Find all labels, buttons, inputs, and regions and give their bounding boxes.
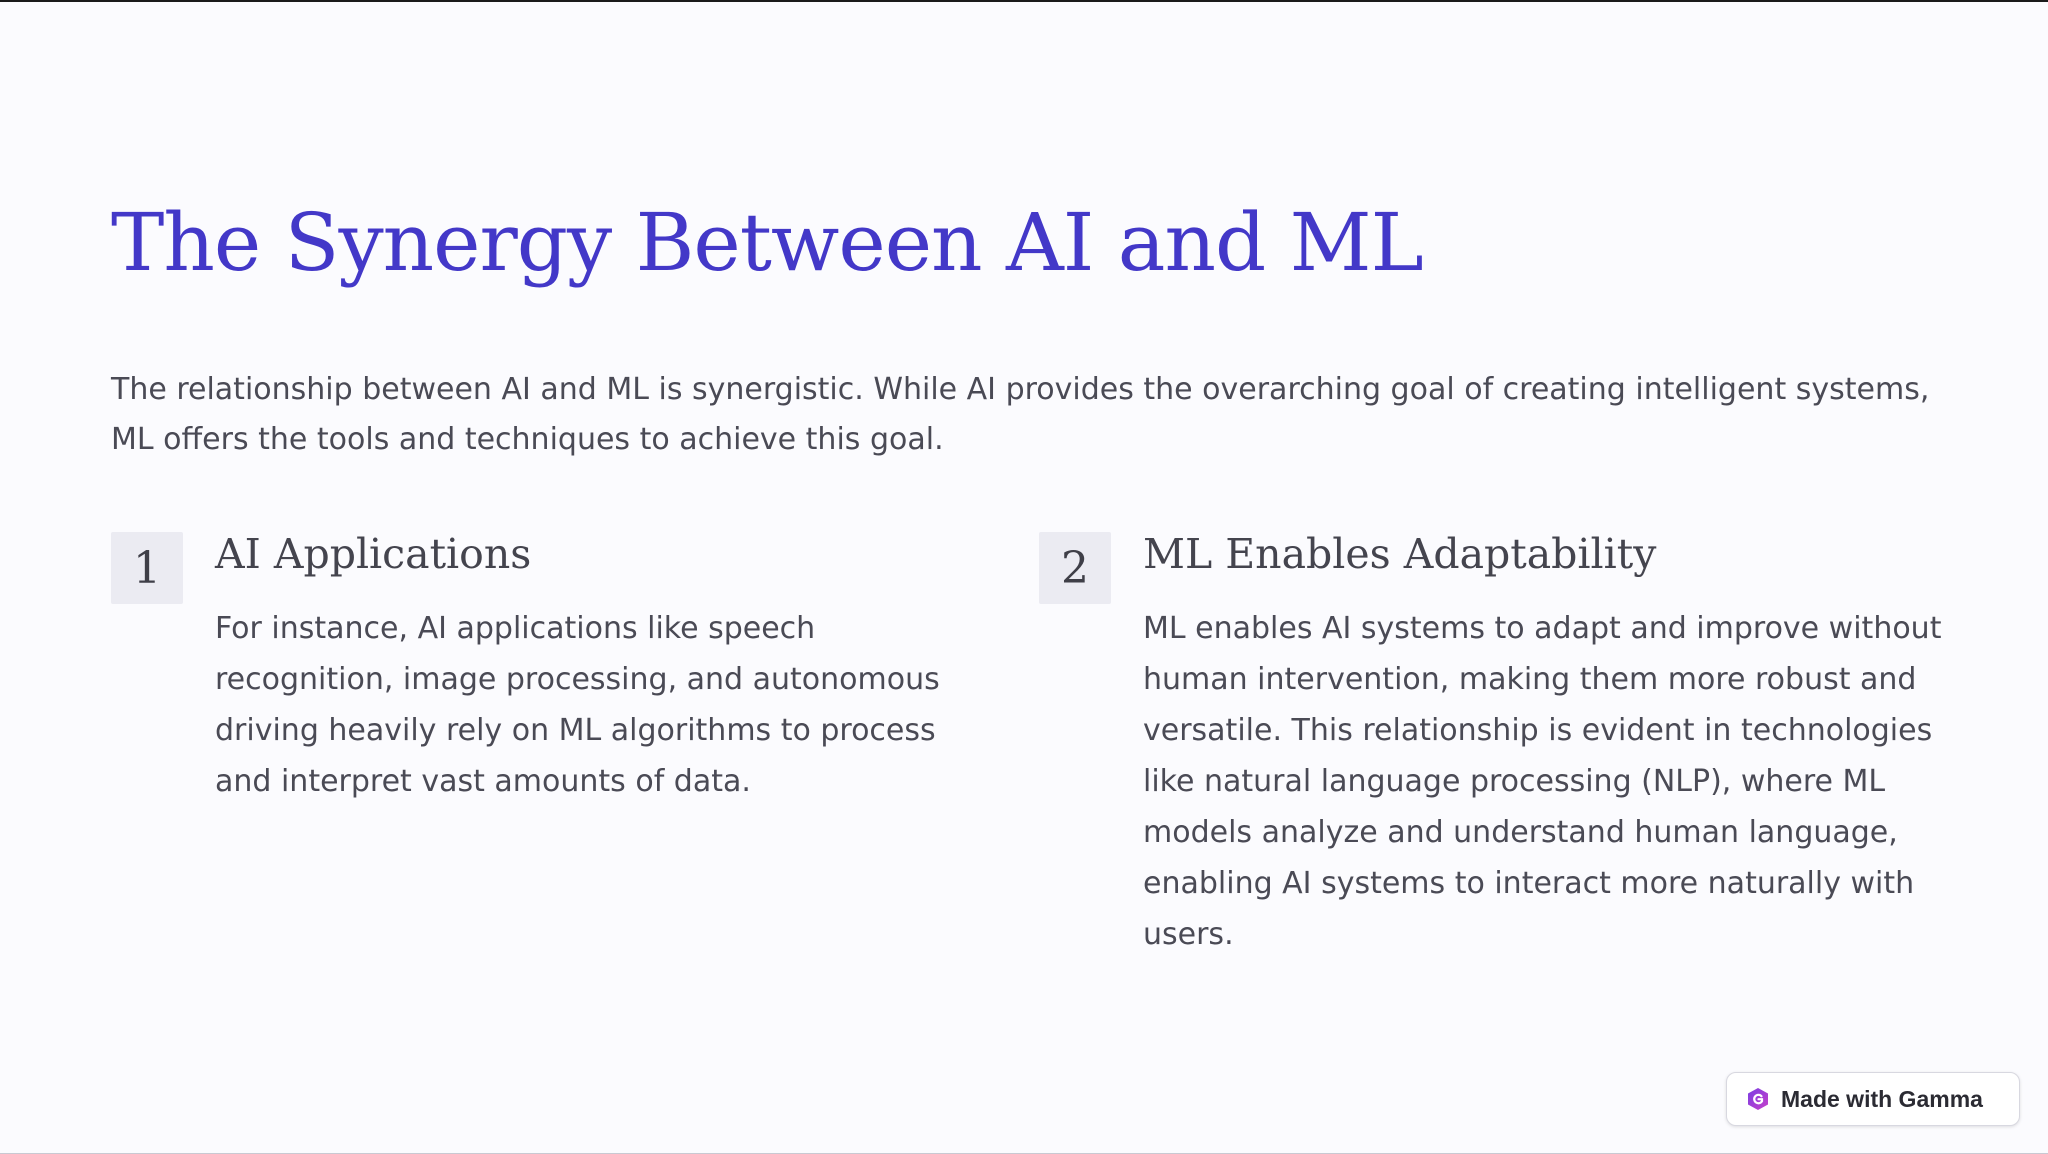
- step-number-badge: 2: [1039, 532, 1111, 604]
- gamma-logo-icon-svg: [1747, 1087, 1769, 1111]
- intro-paragraph: The relationship between AI and ML is synergistic. While AI provides the overarching goal of creating intelligent systems, ML offers the tools and techniques to achieve this goal.: [111, 372, 1930, 457]
- top-border: [0, 0, 2048, 2]
- gamma-logo-icon: [1747, 1087, 1769, 1111]
- made-with-gamma-button[interactable]: [1726, 1072, 2020, 1126]
- step-heading: ML Enables Adaptability: [1143, 530, 1657, 578]
- step-heading: AI Applications: [215, 530, 532, 578]
- slide-title: The Synergy Between AI and ML: [111, 196, 1423, 289]
- step-number-badge: 1: [111, 532, 183, 604]
- made-with-gamma-label: Made with Gamma: [1781, 1085, 1983, 1112]
- step-body: ML enables AI systems to adapt and improve without human intervention, making them more robust and versatile. This relationship is evident in technologies like natural language processing (NLP), where ML models analyze and understand human language, enabling AI systems to interact more naturally with users.: [1143, 611, 1942, 952]
- step-body: For instance, AI applications like speech recognition, image processing, and autonomous driving heavily rely on ML algorithms to process and interpret vast amounts of data.: [215, 611, 940, 799]
